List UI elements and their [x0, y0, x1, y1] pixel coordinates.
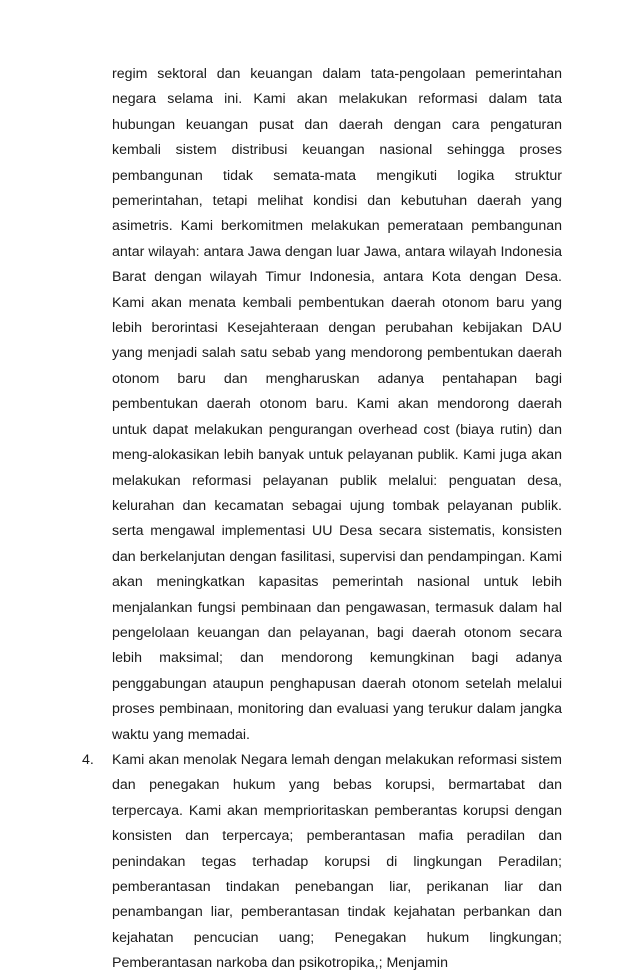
continuation-paragraph: regim sektoral dan keuangan dalam tata-pengolaan pemerintahan negara selama ini. Kami akan melakukan reformasi dalam tata hubungan keuangan pusat dan daerah dengan cara pengaturan kembali sistem distribusi keuangan nasional sehingga proses pembangunan tidak semata-mata mengikuti logika struktur pemerintahan, tetapi melihat kondisi dan kebutuhan daerah yang asimetris. Kami berkomitmen melakukan pemerataan pembangunan antar wilayah: antara Jawa dengan luar Jawa, antara wilayah Indonesia Barat dengan wilayah Timur Indonesia, antara Kota dengan Desa. Kami akan menata kembali pembentukan daerah otonom baru yang lebih berorintasi Kesejahteraan dengan perubahan kebijakan DAU yang menjadi salah satu sebab yang mendorong pembentukan daerah otonom baru dan mengharuskan adanya pentahapan bagi pembentukan daerah otonom baru. Kami akan mendorong daerah untuk dapat melakukan pengurangan overhead cost (biaya rutin) dan meng-alokasikan lebih banyak untuk pelayanan publik. Kami juga akan melakukan reformasi pelayanan publik melalui: penguatan desa, kelurahan dan kecamatan sebagai ujung tombak pelayanan publik. serta mengawal implementasi UU Desa secara sistematis, konsisten dan berkelanjutan dengan fasilitasi, supervisi dan pendampingan. Kami akan meningkatkan kapasitas pemerintah nasional untuk lebih menjalankan fungsi pembinaan dan pengawasan, termasuk dalam hal pengelolaan keuangan dan pelayanan, bagi daerah otonom secara lebih maksimal; dan mendorong kemungkinan bagi adanya penggabungan ataupun penghapusan daerah otonom setelah melalui proses pembinaan, monitoring dan evaluasi yang terukur dalam jangka waktu yang memadai. [112, 66, 562, 743]
list-item [82, 748, 562, 977]
list-item-number: 4. [82, 751, 94, 768]
page-content [82, 62, 562, 977]
list-item-text: Kami akan menolak Negara lemah dengan melakukan reformasi sistem dan penegakan hukum yang bebas korupsi, bermartabat dan terpercaya. Kami akan memprioritaskan pemberantas korupsi dengan konsisten dan terpercaya; pemberantasan mafia peradilan dan penindakan tegas terhadap korupsi di lingkungan Peradilan; pemberantasan tindakan penebangan liar, perikanan liar dan penambangan liar, pemberantasan tindak kejahatan perbankan dan kejahatan pencucian uang; Penegakan hukum lingkungan; Pemberantasan narkoba dan psikotropika,; Menjamin [112, 751, 562, 972]
